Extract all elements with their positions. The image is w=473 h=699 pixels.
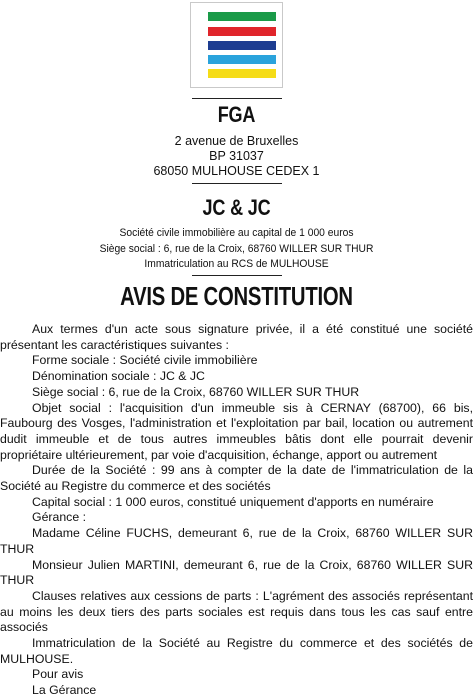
fga-logo [190,2,283,88]
paragraph: Monsieur Julien MARTINI, demeurant 6, rue de la Croix, 68760 WILLER SUR THUR [0,557,473,588]
notice-body [0,322,473,699]
logo-stripe [208,55,276,64]
company-name: FGA [217,102,256,127]
address-line: 68050 MULHOUSE CEDEX 1 [153,164,320,178]
divider [192,183,282,184]
divider [192,275,282,276]
paragraph: Pour avis [32,667,84,682]
divider [192,98,282,99]
paragraph: Madame Céline FUCHS, demeurant 6, rue de la Croix, 68760 WILLER SUR THUR [0,526,473,556]
paragraph: Clauses relatives aux cessions de parts : L'agrément des associés représentant au moins les deux tiers des parts sociales est requis dans tous les cas sauf entre associés [0,588,473,635]
paragraph: Objet social : l'acquisition d'un immeuble sis à CERNAY (68700), 66 bis, Faubourg des Vosges, l'administration et l'exploitation par bail, location ou autrement dudit immeuble et de tous autres immeubles bâtis dont elle pourrait devenir propriétaire ultérieurement, par voie d'acquisition, échange, apport ou autrement [0,400,473,462]
logo-stripe [208,12,276,21]
client-line: Société civile immobilière au capital de 1 000 euros [119,227,354,239]
address-line: BP 31037 [209,149,264,163]
logo-stripe [208,27,276,36]
paragraph: Dénomination sociale : JC & JC [32,369,205,384]
paragraph: Forme sociale : Société civile immobilière [32,353,258,368]
paragraph: Durée de la Société : 99 ans à compter de la date de l'immatriculation de la Société au Registre du commerce et des sociétés [0,463,473,494]
notice-title: AVIS DE CONSTITUTION [120,281,353,311]
client-line: Immatriculation au RCS de MULHOUSE [144,258,329,270]
paragraph: La Gérance [32,683,97,698]
logo-stripe [208,41,276,50]
paragraph: Aux termes d'un acte sous signature privée, il a été constitué une société présentant les caractéristiques suivantes : [0,322,473,352]
paragraph: Siège social : 6, rue de la Croix, 68760 WILLER SUR THUR [32,384,360,399]
client-details [19,226,454,273]
paragraph: Capital social : 1 000 euros, constitué uniquement d'apports en numéraire [32,494,434,509]
client-line: Siège social : 6, rue de la Croix, 68760 WILLER SUR THUR [99,242,374,255]
client-name: JC & JC [202,195,271,220]
paragraph: Immatriculation de la Société au Registre du commerce et des sociétés de MULHOUSE. [0,636,473,666]
logo-stripe [208,69,276,78]
paragraph: Gérance : [32,510,86,525]
company-address [0,134,473,179]
address-line: 2 avenue de Bruxelles [174,134,299,148]
